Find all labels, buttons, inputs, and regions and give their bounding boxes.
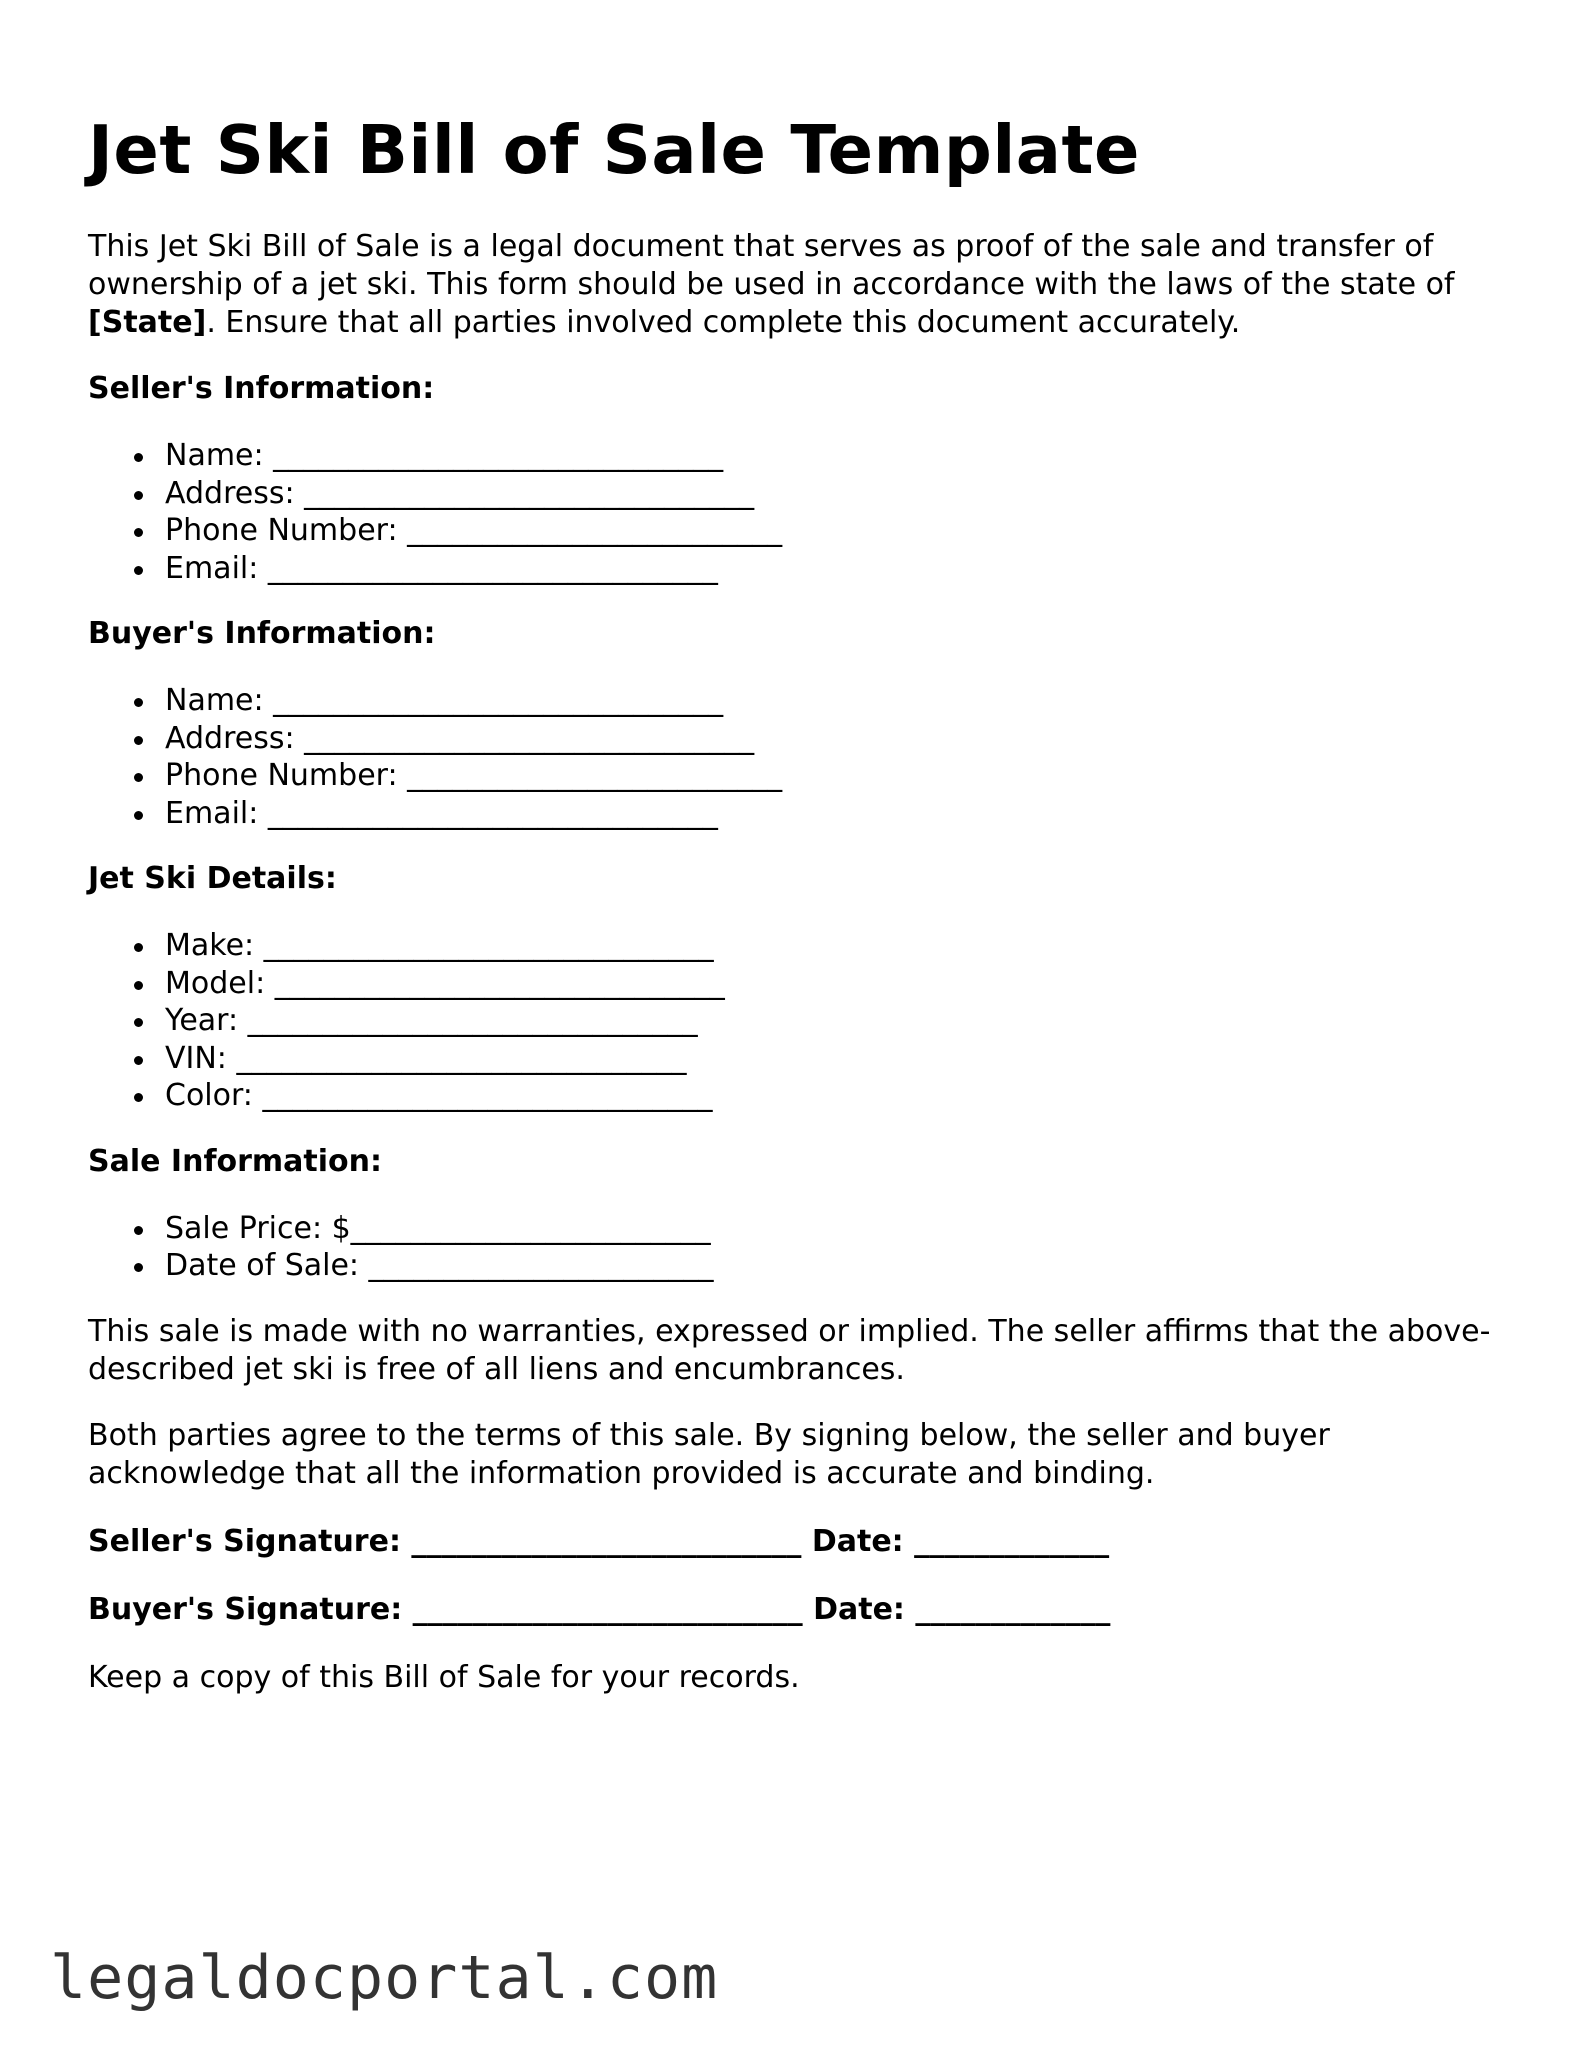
buyer-address-field: Address: ______________________________ [165, 720, 1508, 758]
seller-info-heading: Seller's Information: [88, 371, 435, 406]
seller-name-field: Name: ______________________________ [165, 437, 1508, 475]
jet-ski-details-list [88, 927, 1508, 1115]
warranty-paragraph: This sale is made with no warranties, expressed or implied. The seller affirms that the above-described jet ski is free of all liens and encumbrances. [88, 1313, 1491, 1387]
seller-phone-field: Phone Number: _________________________ [165, 512, 1508, 550]
date-of-sale-field: Date of Sale: _______________________ [165, 1247, 1508, 1285]
seller-signature-line: Seller's Signature: __________________________ Date: _____________ [88, 1523, 1110, 1559]
color-field: Color: ______________________________ [165, 1077, 1508, 1115]
sale-price-field: Sale Price: $________________________ [165, 1210, 1508, 1248]
vin-field: VIN: ______________________________ [165, 1040, 1508, 1078]
buyer-name-field: Name: ______________________________ [165, 682, 1508, 720]
jet-ski-details-heading: Jet Ski Details: [88, 861, 337, 896]
intro-paragraph [88, 228, 1508, 342]
document-page [88, 110, 1508, 1697]
sale-info-heading: Sale Information: [88, 1143, 382, 1179]
buyer-phone-field: Phone Number: _________________________ [165, 757, 1508, 795]
site-watermark: legaldocportal.com [50, 1943, 719, 2013]
state-placeholder: [State] [88, 305, 207, 340]
intro-text-end: . Ensure that all parties involved complete this document accurately. [206, 305, 1241, 340]
sale-info-list [88, 1210, 1508, 1285]
model-field: Model: ______________________________ [165, 965, 1508, 1003]
intro-text-start: This Jet Ski Bill of Sale is a legal document that serves as proof of the sale and transfer of ownership of a jet ski. This form should be used in accordance with the laws of the state of [88, 229, 1455, 302]
year-field: Year: ______________________________ [165, 1002, 1508, 1040]
seller-info-list [88, 437, 1508, 587]
seller-email-field: Email: ______________________________ [165, 550, 1508, 588]
seller-address-field: Address: ______________________________ [165, 475, 1508, 513]
buyer-signature-line: Buyer's Signature: __________________________ Date: _____________ [88, 1591, 1111, 1627]
buyer-info-heading: Buyer's Information: [88, 616, 436, 651]
records-note: Keep a copy of this Bill of Sale for your records. [88, 1659, 800, 1695]
buyer-info-list [88, 682, 1508, 832]
buyer-email-field: Email: ______________________________ [165, 795, 1508, 833]
document-title: Jet Ski Bill of Sale Template [88, 111, 1140, 189]
make-field: Make: ______________________________ [165, 927, 1508, 965]
agreement-paragraph: Both parties agree to the terms of this sale. By signing below, the seller and buyer acknowledge that all the information provided is accurate and binding. [88, 1417, 1330, 1491]
